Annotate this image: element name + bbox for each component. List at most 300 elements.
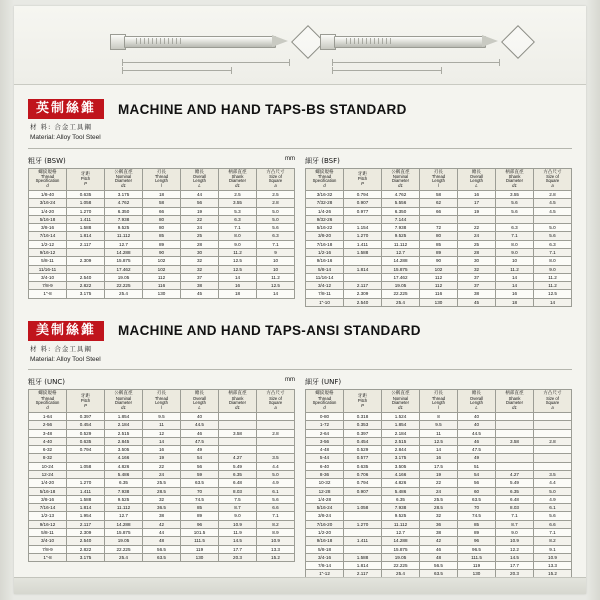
cell-c2: 6.350: [382, 207, 420, 215]
cell-c6: 7.1: [534, 528, 572, 536]
table-row: [306, 273, 572, 281]
cell-c5: 18: [496, 298, 534, 306]
cell-c2: 22.225: [382, 562, 420, 570]
cell-c5: 9.0: [496, 249, 534, 257]
cell-c5: 9.0: [496, 528, 534, 536]
cell-c2: 4.762: [105, 199, 143, 207]
cell-c2: 19.05: [105, 273, 143, 281]
cell-c0: 7/8-9: [29, 545, 67, 553]
table-row: [306, 512, 572, 520]
header-row: [306, 168, 572, 191]
cell-c1: 2.117: [344, 570, 382, 578]
cell-c4: 70: [181, 487, 219, 495]
col-header-3: 刃長 Thread Length l: [420, 168, 458, 191]
cell-c2: 3.175: [105, 191, 143, 199]
cell-c0: 9/16-12: [29, 520, 67, 528]
cell-c3: 58: [420, 191, 458, 199]
cell-c3: 102: [143, 265, 181, 273]
table-row: [29, 413, 295, 421]
cell-c6: 5.6: [534, 512, 572, 520]
table-row: [306, 232, 572, 240]
cell-c4: 24: [458, 232, 496, 240]
cell-c1: 1.411: [67, 215, 105, 223]
cell-c1: 0.907: [344, 199, 382, 207]
table-row: [29, 290, 295, 298]
cell-c4: 74.5: [181, 495, 219, 503]
cell-c6: 7.1: [534, 249, 572, 257]
cell-c1: [67, 249, 105, 257]
tap-drawing-bs: [104, 16, 334, 71]
table-row: [29, 462, 295, 470]
cell-c6: 4.5: [534, 199, 572, 207]
cell-c3: 89: [420, 249, 458, 257]
cell-c1: 2.117: [67, 240, 105, 248]
cell-c3: 89: [143, 240, 181, 248]
catalog-page: [14, 6, 586, 594]
cell-c2: 7.938: [105, 487, 143, 495]
cell-c0: 5/16-18: [29, 215, 67, 223]
cell-c3: 12: [143, 429, 181, 437]
thread-flute-shape: [346, 38, 392, 44]
spec-table-unf: [305, 389, 572, 578]
table-row: [306, 282, 572, 290]
cell-c3: 63.5: [143, 553, 181, 561]
cell-c0: 7/8-9: [29, 282, 67, 290]
cell-c4: 59: [181, 471, 219, 479]
cell-c1: 1.814: [344, 265, 382, 273]
table-row: [29, 487, 295, 495]
cell-c2: 11.112: [105, 504, 143, 512]
cell-c3: 24: [143, 471, 181, 479]
cell-c4: 85: [181, 504, 219, 512]
cell-c6: 5.6: [257, 495, 295, 503]
cell-c6: 6.3: [534, 240, 572, 248]
cell-c6: 5.0: [534, 487, 572, 495]
cell-c5: [219, 437, 257, 445]
table-row: [29, 495, 295, 503]
table-row: [29, 446, 295, 454]
table-row: [29, 504, 295, 512]
section-title-en: MACHINE AND HAND TAPS-BS STANDARD: [118, 101, 407, 117]
cell-c4: 85: [458, 520, 496, 528]
table-row: [29, 553, 295, 561]
cell-c2: 2.845: [105, 437, 143, 445]
cell-c4: 32: [181, 257, 219, 265]
cell-c0: 1-64: [29, 413, 67, 421]
cell-c0: 9/16-18: [306, 537, 344, 545]
table-body: [29, 191, 295, 299]
cell-c4: 37: [458, 273, 496, 281]
table-row: [29, 437, 295, 445]
cell-c1: 1.058: [67, 199, 105, 207]
cell-c5: [496, 462, 534, 470]
table-row: [306, 429, 572, 437]
cell-c3: 28.5: [143, 487, 181, 495]
cell-c3: 19: [420, 471, 458, 479]
cell-c0: 3/4-10: [29, 273, 67, 281]
cell-c6: [534, 413, 572, 421]
tap-drawing-ansi: [314, 16, 544, 71]
table-head: [29, 168, 295, 191]
table-body: [306, 413, 572, 579]
table-row: [29, 232, 295, 240]
cell-c4: 40: [458, 421, 496, 429]
cell-c3: 36.5: [143, 504, 181, 512]
cell-c6: 14: [257, 290, 295, 298]
col-header-1: 牙距 Pitch P: [67, 390, 105, 413]
section-header: [28, 321, 576, 341]
table-row: [29, 479, 295, 487]
cell-c1: [344, 215, 382, 223]
cell-c5: 7.5: [219, 495, 257, 503]
col-header-6: 方凸尺寸 Size of Square a: [257, 390, 295, 413]
cell-c5: 12.5: [219, 257, 257, 265]
cell-c5: 3.55: [219, 199, 257, 207]
cell-c4: 32: [458, 265, 496, 273]
cell-c1: [344, 545, 382, 553]
cell-c3: 17.5: [420, 462, 458, 470]
cell-c4: 54: [181, 454, 219, 462]
material-note-cn: 材 料: 合金工具鋼: [30, 123, 92, 131]
cell-c0: 3/8-20: [306, 232, 344, 240]
cell-c2: 5.486: [382, 487, 420, 495]
cell-c0: 3/4-12: [306, 282, 344, 290]
cell-c3: 102: [143, 257, 181, 265]
cell-c3: [420, 215, 458, 223]
cell-c1: 1.270: [344, 232, 382, 240]
cell-c0: 5/8-11: [29, 257, 67, 265]
cell-c1: [67, 454, 105, 462]
cell-c1: 2.822: [67, 282, 105, 290]
cell-c6: 6.6: [257, 504, 295, 512]
cell-c4: 46: [181, 429, 219, 437]
cell-c3: 56.5: [143, 545, 181, 553]
cell-c6: 11.2: [257, 273, 295, 281]
table-row: [306, 487, 572, 495]
cell-c3: 44: [143, 528, 181, 536]
cell-c4: 56: [181, 462, 219, 470]
cell-c6: [534, 215, 572, 223]
cell-c0: 4-48: [306, 446, 344, 454]
cell-c5: 6.35: [219, 471, 257, 479]
tap-tip-shape: [482, 35, 498, 47]
cell-c5: 11.2: [496, 265, 534, 273]
cell-c3: 22: [143, 462, 181, 470]
thread-flute-shape: [136, 38, 182, 44]
table-row: [306, 298, 572, 306]
section-badge-cn: 英制絲錐: [28, 99, 104, 119]
cell-c0: 11/16-14: [306, 273, 344, 281]
cell-c3: 14: [420, 446, 458, 454]
table-body: [29, 413, 295, 562]
material-note-cn: 材 料: 合金工具鋼: [30, 344, 92, 353]
dimension-line-overall: [122, 62, 290, 63]
cell-c4: 22: [181, 215, 219, 223]
cell-c0: 3/16-32: [306, 191, 344, 199]
cell-c0: 0-80: [306, 413, 344, 421]
cell-c2: 6.350: [105, 207, 143, 215]
cell-c3: 46: [420, 545, 458, 553]
cell-c4: 44: [181, 191, 219, 199]
cell-c5: 14.5: [219, 537, 257, 545]
cell-c0: 5-44: [306, 454, 344, 462]
table-row: [306, 528, 572, 536]
cell-c6: 4.5: [534, 207, 572, 215]
cell-c5: [496, 429, 534, 437]
cell-c0: 5/16-22: [306, 224, 344, 232]
cell-c4: 96.5: [458, 545, 496, 553]
cell-c2: 2.515: [382, 437, 420, 445]
cell-c2: 4.166: [382, 471, 420, 479]
cell-c5: [496, 215, 534, 223]
col-header-4: 總長 Overall Length L: [458, 168, 496, 191]
col-header-5: 柄部直徑 Shank Diameter d1: [496, 390, 534, 413]
cell-c5: 5.49: [496, 479, 534, 487]
header-row: [306, 390, 572, 413]
cell-c1: 1.954: [67, 512, 105, 520]
cell-c4: 37: [181, 273, 219, 281]
table-row: [29, 191, 295, 199]
table-row: [306, 479, 572, 487]
cell-c1: 0.635: [344, 462, 382, 470]
cell-c5: 20.3: [496, 570, 534, 578]
table-caption: 粗牙 (BSW): [28, 156, 66, 165]
spec-table-unc: [28, 389, 295, 562]
cell-c6: 4.9: [534, 495, 572, 503]
col-header-5: 柄部直徑 Shank Diameter d1: [219, 168, 257, 191]
cell-c1: 2.540: [67, 537, 105, 545]
cell-c1: 3.175: [67, 553, 105, 561]
cell-c2: 17.462: [105, 265, 143, 273]
table-block-bsf: [305, 156, 572, 307]
cell-c4: 96: [458, 537, 496, 545]
col-header-0: 螺紋規格 Thread Specification d: [306, 390, 344, 413]
cell-c5: 6.3: [219, 215, 257, 223]
cell-c2: 19.05: [382, 282, 420, 290]
table-row: [306, 224, 572, 232]
header-row: [29, 390, 295, 413]
cell-c6: [257, 421, 295, 429]
cell-c6: 6.6: [534, 520, 572, 528]
cell-c6: 15.2: [257, 553, 295, 561]
cell-c3: 42: [420, 537, 458, 545]
cell-c0: 11/16-11: [29, 265, 67, 273]
cell-c4: 63.5: [458, 495, 496, 503]
cell-c1: 1.814: [344, 562, 382, 570]
cell-c4: 49: [181, 446, 219, 454]
cell-c6: 9: [257, 249, 295, 257]
cell-c5: 4.27: [219, 454, 257, 462]
table-row: [306, 215, 572, 223]
cell-c2: 9.525: [382, 512, 420, 520]
cell-c3: 130: [143, 290, 181, 298]
cell-c4: 22: [458, 224, 496, 232]
cell-c4: 130: [181, 553, 219, 561]
col-header-1: 牙距 Pitch P: [67, 168, 105, 191]
col-header-6: 方凸尺寸 Size of Square a: [257, 168, 295, 191]
cell-c1: 1.588: [344, 553, 382, 561]
cell-c3: 24: [420, 487, 458, 495]
cell-c4: 30: [181, 249, 219, 257]
table-row: [306, 471, 572, 479]
cell-c2: 25.4: [382, 298, 420, 306]
cell-c4: 74.5: [458, 512, 496, 520]
cell-c1: 0.706: [344, 471, 382, 479]
cell-c0: 7/32-28: [306, 199, 344, 207]
page-left-edge: [0, 0, 14, 600]
table-row: [306, 265, 572, 273]
cell-c1: [344, 273, 382, 281]
cell-c3: 25.5: [420, 495, 458, 503]
cell-c2: 1.854: [105, 413, 143, 421]
col-header-4: 總長 Overall Length L: [181, 168, 219, 191]
cell-c1: 0.529: [344, 446, 382, 454]
cell-c1: 1.270: [67, 207, 105, 215]
cell-c6: 7.1: [257, 240, 295, 248]
cell-c6: 13.3: [257, 545, 295, 553]
cell-c6: 3.5: [257, 454, 295, 462]
cell-c4: 37: [458, 282, 496, 290]
cell-c5: 5.49: [219, 462, 257, 470]
cell-c6: 2.8: [257, 199, 295, 207]
cell-c3: 116: [143, 282, 181, 290]
cell-c5: 6.48: [496, 495, 534, 503]
cell-c6: 5.0: [257, 207, 295, 215]
cell-c0: 12-24: [29, 471, 67, 479]
cell-c3: 38: [420, 528, 458, 536]
cell-c2: 4.762: [382, 191, 420, 199]
table-row: [29, 282, 295, 290]
col-header-5: 柄部直徑 Shank Diameter d1: [219, 390, 257, 413]
cell-c1: 0.577: [344, 454, 382, 462]
cell-c0: 3/8-16: [29, 224, 67, 232]
cell-c2: 11.112: [382, 240, 420, 248]
cell-c1: 1.814: [67, 504, 105, 512]
cell-c5: 14.5: [496, 553, 534, 561]
cell-c2: 25.4: [105, 290, 143, 298]
table-caption: 細牙 (BSF): [305, 156, 340, 165]
cell-c0: 3/8-16: [29, 495, 67, 503]
cell-c6: [534, 446, 572, 454]
table-row: [29, 224, 295, 232]
col-header-2: 公稱直徑 Nominal Diameter d1: [382, 390, 420, 413]
col-header-1: 牙距 Pitch P: [344, 390, 382, 413]
cell-c5: 8.7: [219, 504, 257, 512]
cell-c0: 7/16-18: [306, 240, 344, 248]
cell-c4: 111.5: [458, 553, 496, 561]
cell-c5: 11.2: [219, 249, 257, 257]
cell-c6: 8.2: [257, 520, 295, 528]
cell-c3: 116: [420, 290, 458, 298]
cell-c5: 4.27: [496, 471, 534, 479]
cell-c0: 7/16-14: [29, 504, 67, 512]
cell-c3: 11: [143, 421, 181, 429]
table-row: [29, 429, 295, 437]
table-row: [29, 207, 295, 215]
cell-c2: 15.875: [105, 257, 143, 265]
cell-c6: 8.2: [534, 537, 572, 545]
cell-c6: 2.8: [534, 437, 572, 445]
cell-c5: 16: [496, 290, 534, 298]
cell-c2: 2.844: [382, 446, 420, 454]
cell-c3: 12.5: [420, 437, 458, 445]
cell-c1: 2.540: [67, 273, 105, 281]
cell-c2: 3.505: [105, 446, 143, 454]
cell-c2: 9.525: [105, 495, 143, 503]
table-row: [306, 249, 572, 257]
cell-c0: 3/16-24: [29, 199, 67, 207]
table-row: [306, 437, 572, 445]
cell-c3: 85: [420, 240, 458, 248]
cell-c1: 3.175: [67, 290, 105, 298]
cell-c4: 19: [458, 207, 496, 215]
cell-c2: 12.7: [105, 240, 143, 248]
cell-c1: 2.309: [67, 257, 105, 265]
cell-c0: 6-32: [29, 446, 67, 454]
cell-c4: 96: [181, 520, 219, 528]
cell-c2: 1.854: [382, 421, 420, 429]
cell-c6: 2.8: [257, 429, 295, 437]
cell-c6: 14: [534, 298, 572, 306]
cell-c2: 15.875: [382, 265, 420, 273]
cell-c6: 9.0: [534, 265, 572, 273]
col-header-0: 螺紋規格 Thread Specification d: [29, 390, 67, 413]
cell-c2: 12.7: [105, 512, 143, 520]
cell-c6: 6.1: [534, 504, 572, 512]
cell-c3: 22: [420, 479, 458, 487]
cell-c4: 70: [458, 504, 496, 512]
cell-c1: 2.309: [67, 528, 105, 536]
table-row: [29, 249, 295, 257]
cell-c0: 1"-10: [306, 298, 344, 306]
cell-c0: 1"-8: [29, 290, 67, 298]
cell-c1: [344, 495, 382, 503]
cell-c0: 3/4-10: [29, 537, 67, 545]
table-row: [306, 257, 572, 265]
cell-c3: 9.5: [143, 413, 181, 421]
cell-c0: 7/16-14: [29, 232, 67, 240]
cell-c4: 45: [181, 290, 219, 298]
cell-c5: 17.7: [219, 545, 257, 553]
cell-c1: 1.058: [344, 504, 382, 512]
cell-c6: 10: [257, 265, 295, 273]
cell-c3: 16: [143, 446, 181, 454]
cell-c4: 54: [458, 471, 496, 479]
cell-c1: 0.353: [344, 421, 382, 429]
cell-c0: 1/8-40: [29, 191, 67, 199]
table-row: [306, 413, 572, 421]
cell-c1: [344, 257, 382, 265]
col-header-2: 公稱直徑 Nominal Diameter d1: [382, 168, 420, 191]
cell-c0: 1/2-12: [29, 240, 67, 248]
cell-c4: 56: [458, 479, 496, 487]
cell-c0: 9/32-26: [306, 215, 344, 223]
cell-c0: 1"-12: [306, 570, 344, 578]
cell-c5: 7.1: [219, 224, 257, 232]
cell-c6: 15.2: [534, 570, 572, 578]
table-head: [306, 390, 572, 413]
cell-c0: 3-48: [29, 429, 67, 437]
cell-c0: 5/16-18: [29, 487, 67, 495]
cell-c2: 7.938: [382, 504, 420, 512]
cell-c2: 4.826: [382, 479, 420, 487]
cell-c1: 0.635: [67, 437, 105, 445]
cell-c5: 5.3: [219, 207, 257, 215]
cell-c2: 6.35: [382, 495, 420, 503]
cell-c5: 18: [219, 290, 257, 298]
table-row: [29, 512, 295, 520]
cell-c3: 58: [143, 199, 181, 207]
